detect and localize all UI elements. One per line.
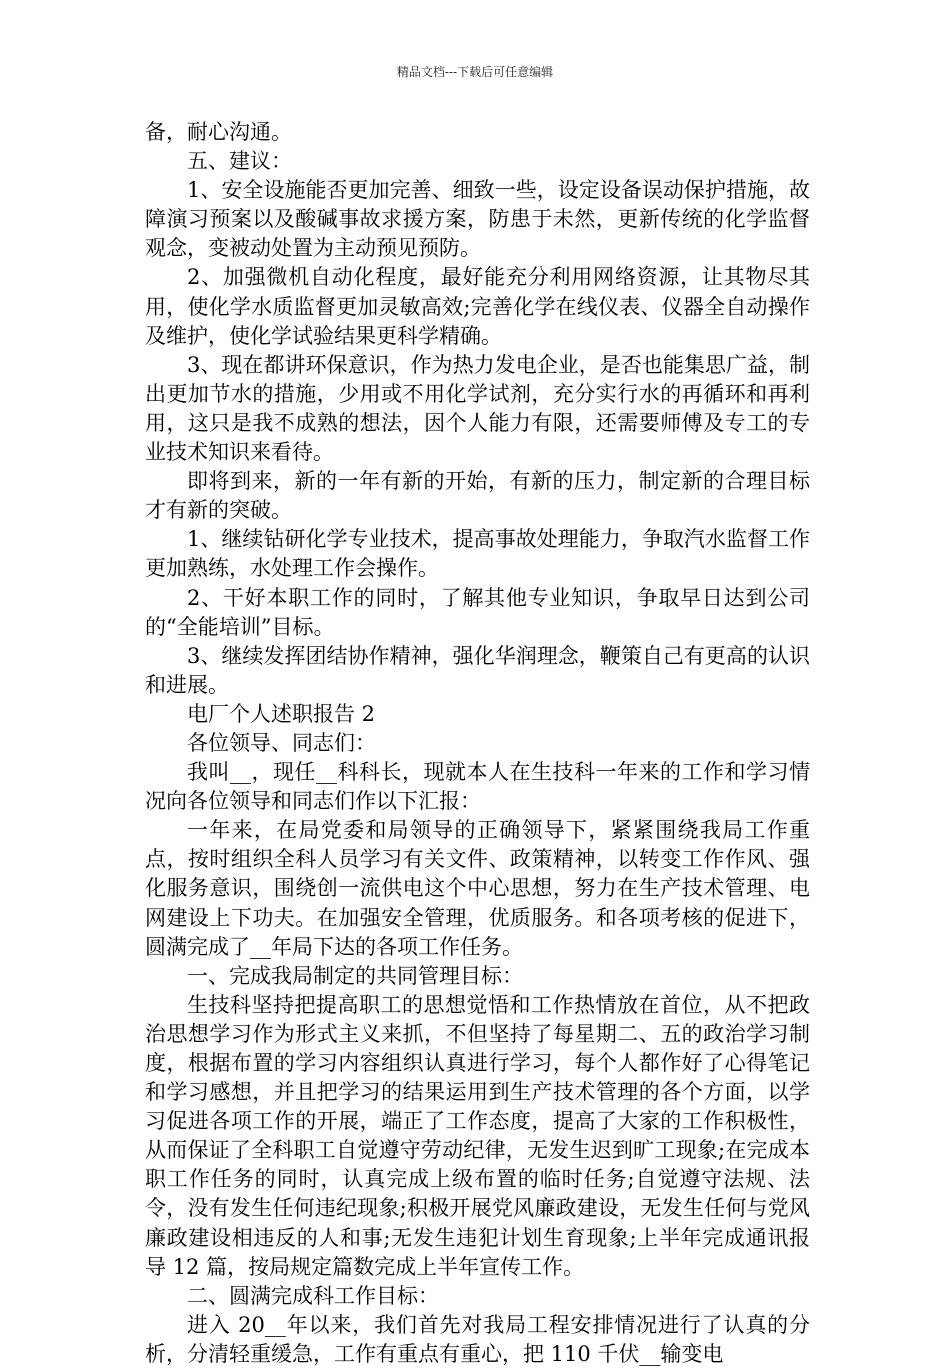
section-heading-work-goals: 二、圆满完成科工作目标： xyxy=(187,1283,439,1308)
paragraph: 3、继续发挥团结协作精神，强化华润理念，鞭策自己有更高的认识和进展。 xyxy=(145,643,810,697)
paragraph: 一年来，在局党委和局领导的正确领导下，紧紧围绕我局工作重点，按时组织全科人员学习有关文件、政策精神，以转变工作作风、强化服务意识，围绕创一流供电这个中心思想，努力在生产技术管理、电网建设上下功夫。在加强安全管理，优质服务。和各项考核的促进下，圆满完成了__年局下达的各项工作任务。 xyxy=(145,818,810,959)
paragraph: 1、继续钻研化学专业技术，提高事故处理能力，争取汽水监督工作更加熟练，水处理工作会操作。 xyxy=(145,527,810,581)
document-body xyxy=(145,118,810,1369)
paragraph: 即将到来，新的一年有新的开始，有新的压力，制定新的合理目标才有新的突破。 xyxy=(145,469,810,523)
paragraph: 进入 20__年以来，我们首先对我局工程安排情况进行了认真的分析，分清轻重缓急，工作有重点有重心，把 110 千伏__输变电 xyxy=(145,1312,810,1366)
page-header: 精品文档---下载后可任意编辑 xyxy=(396,65,554,79)
report-title: 电厂个人述职报告 2 xyxy=(187,701,376,726)
paragraph: 2、干好本职工作的同时，了解其他专业知识，争取早日达到公司的“全能培训”目标。 xyxy=(145,585,810,639)
section-heading-suggestions: 五、建议： xyxy=(187,149,292,174)
paragraph: 3、现在都讲环保意识，作为热力发电企业，是否也能集思广益，制出更加节水的措施，少用或不用化学试剂，充分实行水的再循环和再利用，这只是我不成熟的想法，因个人能力有限，还需要师傅及专工的专业技术知识来看待。 xyxy=(145,352,810,465)
paragraph: 1、安全设施能否更加完善、细致一些，设定设备误动保护措施，故障演习预案以及酸碱事故求援方案，防患于未然，更新传统的化学监督观念，变被动处置为主动预见预防。 xyxy=(145,178,810,261)
paragraph: 2、加强微机自动化程度，最好能充分利用网络资源，让其物尽其用，使化学水质监督更加灵敏高效;完善化学在线仪表、仪器全自动操作及维护，使化学试验结果更科学精确。 xyxy=(145,265,810,348)
paragraph: 备，耐心沟通。 xyxy=(145,120,292,144)
paragraph: 我叫__，现任__科科长，现就本人在生技科一年来的工作和学习情况向各位领导和同志们作以下汇报： xyxy=(145,760,810,814)
section-heading-management-goals: 一、完成我局制定的共同管理目标： xyxy=(187,963,523,988)
salutation: 各位领导、同志们： xyxy=(187,730,376,755)
paragraph: 生技科坚持把提高职工的思想觉悟和工作热情放在首位，从不把政治思想学习作为形式主义来抓，不但坚持了每星期二、五的政治学习制度，根据布置的学习内容组织认真进行学习，每个人都作好了心得笔记和学习感想，并且把学习的结果运用到生产技术管理的各个方面，以学习促进各项工作的开展，端正了工作态度，提高了大家的工作积极性，从而保证了全科职工自觉遵守劳动纪律，无发生迟到旷工现象;在完成本职工作任务的同时，认真完成上级布置的临时任务;自觉遵守法规、法令，没有发生任何违纪现象;积极开展党风廉政建设，无发生任何与党风廉政建设相违反的人和事;无发生违犯计划生育现象;上半年完成通讯报导 12 篇，按局规定篇数完成上半年宣传工作。 xyxy=(145,992,810,1279)
